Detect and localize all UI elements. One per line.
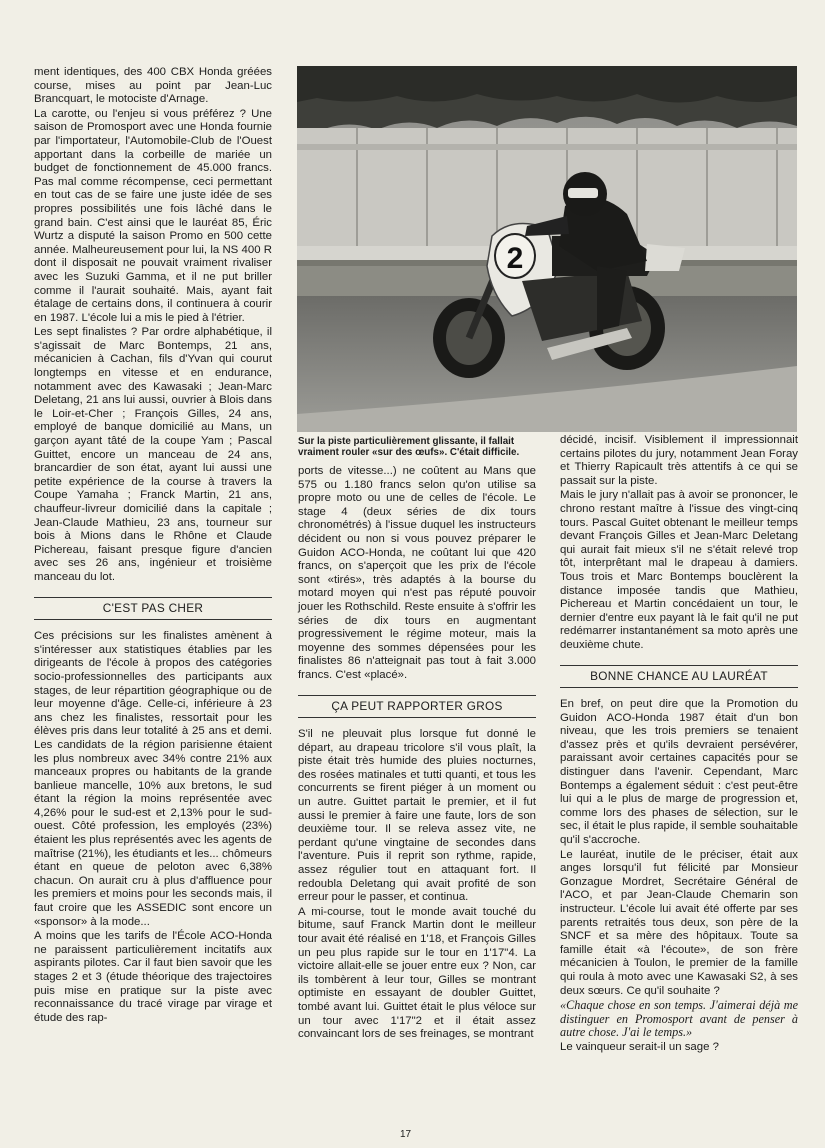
paragraph: Le vainqueur serait-il un sage ?: [560, 1040, 719, 1053]
paragraph: ports de vitesse...) ne coûtent au Mans que 575 ou 1.180 francs selon qu'on utilise sa propre moto ou une de celles de l'école. Le stage 4 (deux séries de dix tours chronométrés) à l'issue duquel les instructeurs décident ou non si vous pouvez préparer le Guidon ACO-Honda, ne coûtant lui que 420 francs, on s'aperçoit que les prix de l'école sont «tirés», très adaptés à la bourse du motard moyen qui n'est pas réputé pouvoir jouer les Rothschild. Reste ensuite à s'offrir les séries de dix tours en augmentant progressivement le régime moteur, mais la moyenne des sommes dépensées pour les finalistes 86 n'atteignait pas tout à fait 3.000 francs. C'est «placé».: [298, 465, 536, 681]
paragraph: En bref, on peut dire que la Promotion du Guidon ACO-Honda 1987 était d'un bon niveau, que les trois premiers se tenaient d'assez près et qu'ils devraient persévérer, paraissant avoir certaines capacités pour se distinguer dans l'avenir. Cependant, Marc Bontemps a également séduit : c'est peut-être lui qui a le plus de marge de progression et, comme lors des phases de sélection, sur le sec, il était le plus rapide, il semble souhaitable qu'il s'accroche.: [560, 698, 798, 847]
section-heading-rapporter-gros: ÇA PEUT RAPPORTER GROS: [298, 695, 536, 719]
page-number: 17: [400, 1129, 412, 1140]
column-middle: [298, 465, 536, 1043]
paragraph: Mais le jury n'allait pas à avoir se prononcer, le chrono restant maître à l'issue des vingt-cinq tours. Pascal Guitet obtenant le meilleur temps devant François Gilles et Jean-Marc Deletang qui aurait fait mieux s'il ne s'était relevé trop tôt, interprêtant mal le drapeau à damiers. Tous trois et Marc Bontemps bouclèrent la distance imposée tandis que Mathieu, Pichereau et Martin concédaient un tour, le dernier d'entre eux payant là le fait qu'il ne put redémarrer instantanément sa moto après une deuxième chute.: [560, 489, 798, 651]
quote: «Chaque chose en son temps. J'aimerai déjà me distinguer en Promosport avant de penser à autre chose. J'ai le temps.»: [560, 998, 798, 1040]
paragraph: A mi-course, tout le monde avait touché du bitume, sauf Franck Martin dont le meilleur tour avait été réalisé en 1'18, et François Gilles un peu plus rapide sur le tour en 1'17"4. La victoire allait-elle se jouer entre eux ? Non, car ils tombèrent à leur tour, Gilles se montrant optimiste en essayant de doubler Guittet, tombé avant lui. Guittet était le plus véloce sur un tour avec 1'17"2 et il était assez convaincant lors de ses freinages, se montrant: [298, 905, 536, 1041]
photo-caption: Sur la piste particulièrement glissante, il fallait vraiment rouler «sur des œufs». C'était difficile.: [298, 436, 520, 459]
paragraph: S'il ne pleuvait plus lorsque fut donné le départ, au drapeau tricolore s'il vous plaît, la piste était très humide des pluies nocturnes, des rosées matinales et tutti quanti, et tous les concurrents se firent piéger à un moment ou un autre. Guittet partait le premier, et il fut aussi le premier à faire une faute, lors de son deuxième tour. Il se releva assez vite, ne perdant qu'une vingtaine de secondes dans l'aventure. Puis il reprit son rythme, rapide, assez régulier tout en attaquant fort. Il redoubla Deletang qui avait profité de son erreur pour le passer, et continua.: [298, 728, 536, 904]
section-heading-pas-cher: C'EST PAS CHER: [34, 597, 272, 621]
column-left: [34, 66, 272, 1026]
section-heading-bonne-chance: BONNE CHANCE AU LAURÉAT: [560, 665, 798, 689]
motorcycle-photo: [297, 66, 797, 432]
paragraph: ment identiques, des 400 CBX Honda gréées course, mises au point par Jean-Luc Brancquart, le motociste d'Arnage.: [34, 66, 272, 106]
paragraph: La carotte, ou l'enjeu si vous préférez ? Une saison de Promosport avec une Honda fournie par l'importateur, l'Automobile-Club de l'Ouest apportant dans la corbeille de mariée un budget de fonctionnement de 45.000 francs. Pas mal comme récompense, ceci permettant en tout cas de se faire une juste idée de ses propres possibilités une fois lâché dans le grand bain. C'est ainsi que le lauréat 85, Éric Wurtz a disputé la saison Promo en 500 cette année. Malheureusement pour lui, la NS 400 R dont il disposait ne pouvait vraiment rivaliser avec les Suzuki Gamma, et il ne put briller comme il l'aurait souhaité. Mais, ayant fait étalage de certains dons, il continuera à courir en 1987. L'école lui a mis le pied à l'étrier.: [34, 107, 272, 324]
paragraph: Le lauréat, inutile de le préciser, était aux anges lorsqu'il fut félicité par Monsieur Gonzague Mordret, Secrétaire Général de l'ACO, et par Jean-Claude Chemarin son instructeur. L'école lui avait été offerte par ses parents retraités tous deux, son père de la SNCF et sa mère des hôpitaux. Toute sa famille était «à l'écoute», de son frère mécanicien à Toulon, le premier de la famille qui roula à moto avec une Kawasaki S2, à ses deux sœurs. Ce qu'il souhaite ?: [560, 848, 798, 997]
paragraph: Ces précisions sur les finalistes amènent à s'intéresser aux statistiques établies par les dirigeants de l'école à propos des catégories socio-professionnelles des participants aux stages, de leur répartition géographique ou de leur moyenne d'âge. Celle-ci, inférieure à 23 ans chez les finalistes, ressortait pour les élèves pris dans leur totalité à 25 ans et demi. Les candidats de la région parisienne étaient les plus nombreux avec 34% contre 21% aux manceaux propres ou habitants de la grande banlieue mancelle, 10% aux bretons, le sud étant la région la moins représentée avec 4,26% pour le sud-est et 2,13% pour le sud-ouest. Côté profession, les employés (23%) étaient les plus représentés avec les agents de maîtrise (21%), les étudiants et les... chômeurs étant en queue de peloton avec 6,38% chacun. On aurait cru à plus d'affluence pour les premiers et moins pour les seconds mais, il faut croire que les ASSEDIC sont encore un «sponsor» à la mode...: [34, 630, 272, 928]
paragraph: Les sept finalistes ? Par ordre alphabétique, il s'agissait de Marc Bontemps, 21 ans, mécanicien à Cachan, fils d'Yvan qui courut longtemps en vitesse et en endurance, notamment avec des Kawasaki ; Jean-Marc Deletang, 21 ans lui aussi, ouvrier à Blois dans le Loir-et-Cher ; François Gilles, 24 ans, employé de banque domicilié au Mans, un garçon ayant tâté de la coupe Yam ; Pascal Guittet, encore un manceau de 24 ans, brancardier de son état, ayant lui aussi une petite expérience de la course à travers la Coupe Yamaha ; Franck Martin, 21 ans, chauffeur-livreur domicilié dans la capitale ; Jean-Claude Mathieu, 23 ans, tourneur sur bois à Mions dans le Rhône et Claude Pichereau, faisant presque figure d'ancien avec ses 26 ans, ingénieur et troisième manceau du lot.: [34, 326, 272, 583]
paragraph: A moins que les tarifs de l'École ACO-Honda ne paraissent particulièrement incitatifs aux aspirants pilotes. Car il faut bien savoir que les stages 2 et 3 (étude théorique des trajectoires puis mise en pratique sur la piste avec reconnaissance du tracé virage par virage et étude des rap-: [34, 930, 272, 1024]
paragraph: décidé, incisif. Visiblement il impressionnait certains pilotes du jury, notamment Jean Foray et Thierry Rapicault très attentifs à ce qui se passait sur la piste.: [560, 434, 798, 487]
column-right: [560, 434, 798, 1056]
bike-number: 2: [506, 242, 524, 275]
